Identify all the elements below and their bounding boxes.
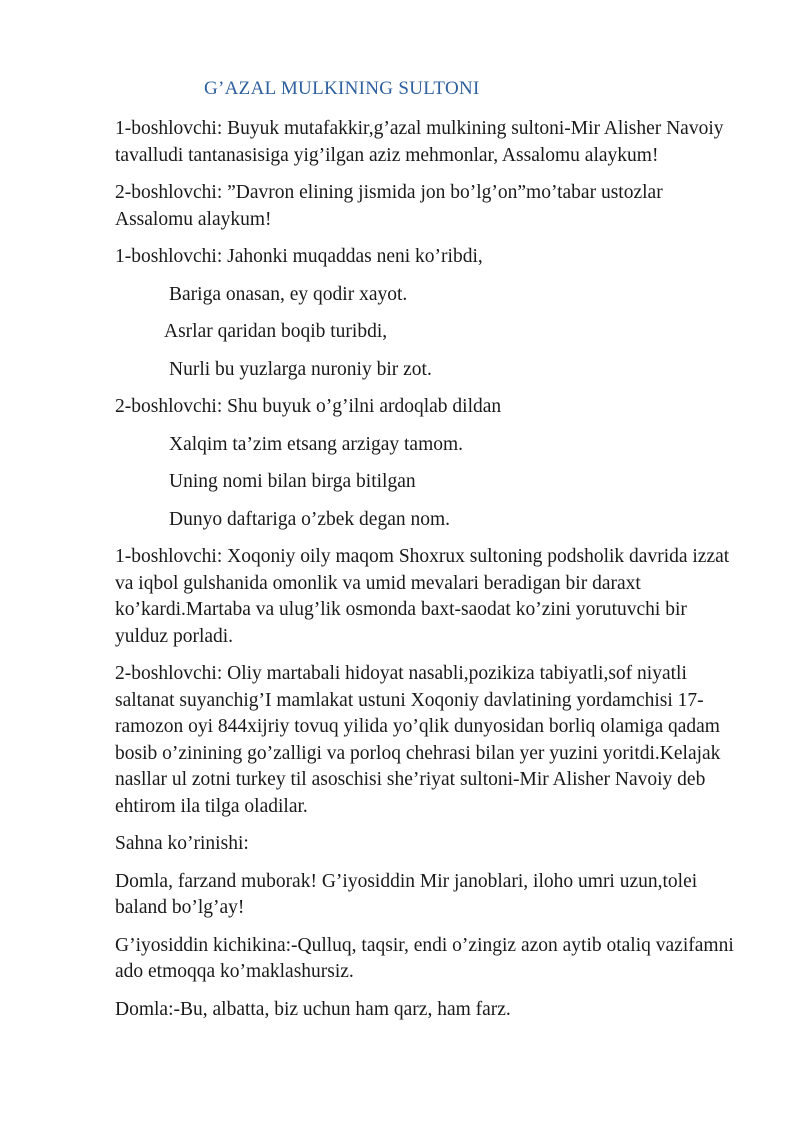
paragraph: 2-boshlovchi: Shu buyuk o’g’ilni ardoqlab dildan [115, 396, 502, 417]
dialogue-line: Domla:-Bu, albatta, biz uchun ham qarz, ham farz. [115, 998, 511, 1020]
scene-heading: Sahna ko’rinishi: [115, 833, 249, 854]
dialogue-line: G’iyosiddin kichikina:-Qulluq, taqsir, endi o’zingiz azon aytib otaliq vazifamni ado etmoqqa ko’maklashursiz. [115, 934, 734, 982]
document-title: G’AZAL MULKINING SULTONI [204, 78, 480, 99]
paragraph: 2-boshlovchi: Oliy martabali hidoyat nasabli,pozikiza tabiyatli,sof niyatli saltanat suyanchig’I mamlakat ustuni Xoqoniy davlatining yordamchisi 17-ramozon oyi 844xijriy tovuq yilida yo’qlik dunyosidan borliq olamiga qadam bosib o’zinining go’zalligi va porloq chehrasi bilan yer yuzini yoritdi.Kelajak nasllar ul zotni turkey til asoschisi she’riyat sultoni-Mir Alisher Navoiy deb ehtirom ila tilga oladilar. [115, 663, 721, 817]
paragraph: 2-boshlovchi: ”Davron elining jismida jon bo’lg’on”mo’tabar ustozlar Assalomu alaykum! [115, 182, 663, 230]
verse-line: Xalqim ta’zim etsang arzigay tamom. [169, 433, 464, 455]
verse-line: Uning nomi bilan birga bitilgan [169, 471, 416, 492]
verse-line: Dunyo daftariga o’zbek degan nom. [169, 508, 451, 530]
verse-line: Nurli bu yuzlarga nuroniy bir zot. [169, 358, 432, 380]
document-body [115, 116, 735, 1034]
verse-line: Bariga onasan, ey qodir xayot. [169, 283, 408, 305]
verse-line: Asrlar qaridan boqib turibdi, [164, 321, 388, 342]
paragraph: 1-boshlovchi: Xoqoniy oily maqom Shoxrux sultoning podsholik davrida izzat va iqbol gulshanida omonlik va umid mevalari beradigan bir daraxt ko’kardi.Martaba va ulug’lik osmonda baxt-saodat ko’zini yorutuvchi bir yulduz porladi. [115, 546, 730, 647]
dialogue-line: Domla, farzand muborak! G’iyosiddin Mir janoblari, iloho umri uzun,tolei baland bo’lg’ay! [115, 870, 698, 918]
paragraph: 1-boshlovchi: Jahonki muqaddas neni ko’ribdi, [115, 246, 483, 267]
paragraph: 1-boshlovchi: Buyuk mutafakkir,g’azal mulkining sultoni-Mir Alisher Navoiy tavalludi tantanasisiga yig’ilgan aziz mehmonlar, Assalomu alaykum! [115, 118, 724, 166]
